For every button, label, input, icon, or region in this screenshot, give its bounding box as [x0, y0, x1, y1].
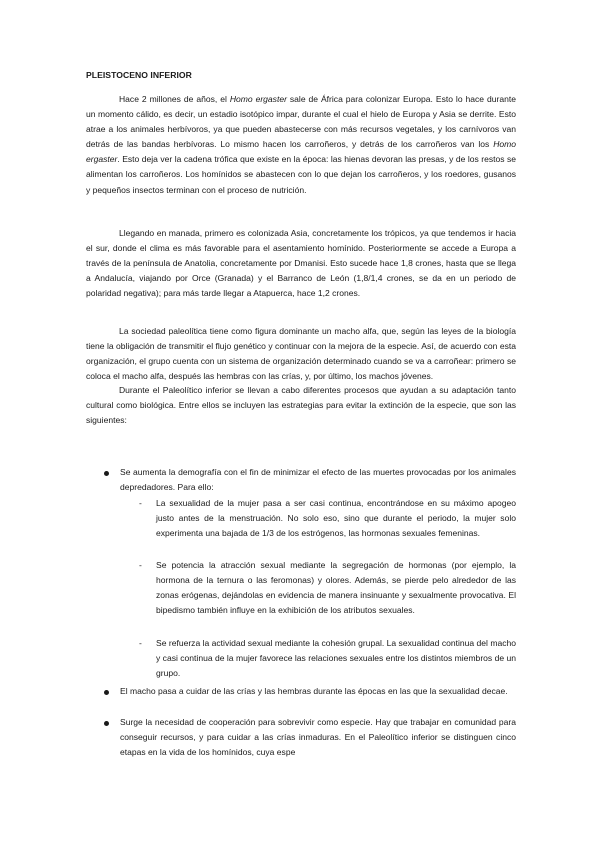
sub-item-1: La sexualidad de la mujer pasa a ser casi continua, encontrándose en su máximo apogeo justo antes de la menstruación. No solo eso, sino que durante el periodo, la mujer solo experimenta una bajada de 1/3 de los estrógenos, las hormonas sexuales femeninas.: [156, 498, 516, 539]
bullet-item-2: El macho pasa a cuidar de las crías y las hembras durante las épocas en las que la sexualidad decae.: [120, 686, 508, 696]
bullet-dot: [104, 690, 109, 695]
p1-text-c: . Esto deja ver la cadena trófica que existe en la época: las hienas devoran las presas, y de los restos se alimentan los carroñeros. Los homínidos se abastecen con lo que dejan los carroñeros, y los roedores, gusanos y pequeños insectos terminan con el proceso de nutrición.: [86, 154, 516, 195]
p1-text-b: sale de África para colonizar Europa. Esto lo hace durante un momento cálido, es decir, un estadio isotópico impar, durante el cual el hielo de Europa y Asia se derrite. Esto atrae a los animales herbívoros, ya que pueden abastecerse con más recursos vegetales, y los carnívoros van detrás de las bandas herbívoras. Lo mismo hacen los carroñeros, y detrás de los carroñeros van los: [86, 94, 516, 150]
dash-marker: -: [139, 498, 142, 508]
p1-italic-2: Homo ergaster: [86, 139, 516, 165]
sub-item-2: Se potencia la atracción sexual mediante la segregación de hormonas (por ejemplo, la hormona de la ternura o las feromonas) y olores. Además, se pierde pelo alrededor de las zonas erógenas, dejándolas en evidencia de manera insinuante y sexualmente provocativa. El bipedismo también influye en la exhibición de los atributos sexuales.: [156, 560, 516, 616]
sub-item-3: Se refuerza la actividad sexual mediante la cohesión grupal. La sexualidad continua del macho y casi continua de la mujer favorece las relaciones sexuales entre los distintos miembros de un grupo.: [156, 638, 516, 679]
dash-marker: -: [139, 638, 142, 648]
paragraph-3: La sociedad paleolítica tiene como figura dominante un macho alfa, que, según las leyes de la biología tiene la obligación de transmitir el flujo genético y continuar con la mejora de la especie. Así, de acuerdo con esta organización, el grupo cuenta con un sistema de organización determinado cuando se va a carroñear: primero se coloca el macho alfa, después las hembras con las crías, y, por último, los machos jóvenes.: [86, 326, 516, 382]
section-heading: PLEISTOCENO INFERIOR: [86, 70, 192, 80]
bullet-dot: [104, 471, 109, 476]
bullet-dot: [104, 721, 109, 726]
bullet-item-3: Surge la necesidad de cooperación para sobrevivir como especie. Hay que trabajar en comunidad para conseguir recursos, y para cuidar a las crías inmaduras. En el Paleolítico inferior se distinguen cinco etapas en la vida de los homínidos, cuya espe: [120, 717, 516, 758]
p1-text-a: Hace 2 millones de años, el: [119, 94, 230, 104]
paragraph-2: Llegando en manada, primero es colonizada Asia, concretamente los trópicos, ya que tendemos ir hacia el sur, donde el clima es más favorable para el asentamiento homínido. Posteriormente se accede a Europa a través de la península de Anatolia, concretamente por Dmanisi. Esto sucede hace 1,8 crones, hasta que se llega a Andalucía, viajando por Orce (Granada) y el Barranco de León (1,8/1,4 crones, se da en un periodo de polaridad negativa); para más tarde llegar a Atapuerca, hace 1,2 crones.: [86, 228, 516, 299]
bullet-item-1: Se aumenta la demografía con el fin de minimizar el efecto de las muertes provocadas por los animales depredadores. Para ello:: [120, 467, 516, 493]
paragraph-1: [86, 92, 516, 198]
dash-marker: -: [139, 560, 142, 570]
p1-italic-1: Homo ergaster: [229, 94, 287, 104]
paragraph-4: Durante el Paleolítico inferior se llevan a cabo diferentes procesos que ayudan a su adaptación tanto cultural como biológica. Entre ellos se incluyen las estrategias para evitar la extinción de la especie, que son las siguientes:: [86, 385, 516, 426]
